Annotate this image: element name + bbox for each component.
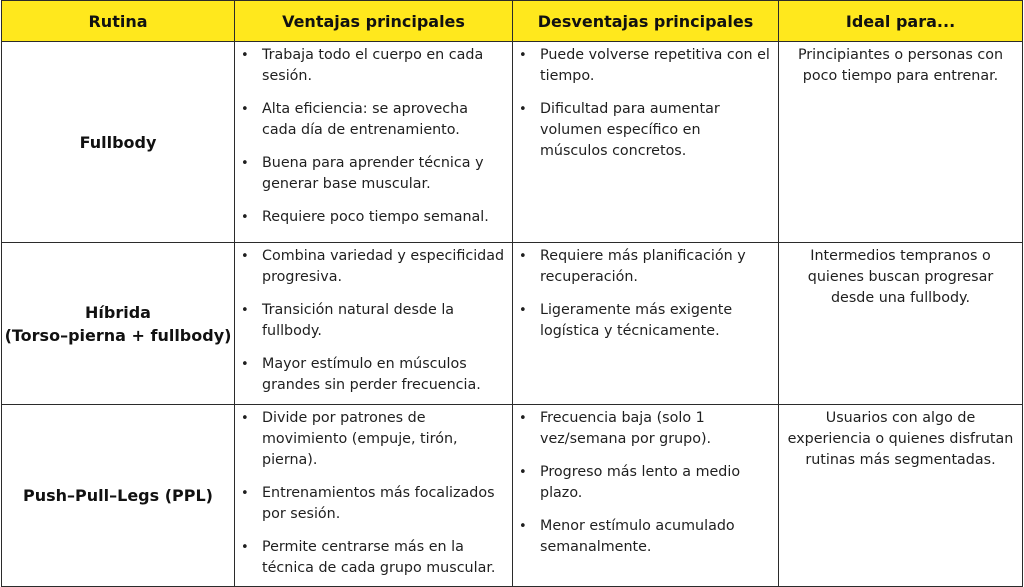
header-ventajas: Ventajas principales [235,1,513,42]
routine-name-cell [2,243,235,405]
bullet-icon: • [519,519,527,534]
list-item-text: Menor estímulo acumulado semanalmente. [540,518,735,555]
routine-subname: (Torso–pierna + fullbody) [4,325,232,345]
bullet-icon: • [519,303,527,318]
desventajas-cell [513,405,779,587]
bullet-icon: • [241,102,249,117]
bullet-icon: • [519,465,527,480]
list-item [241,300,506,342]
list-item [519,408,772,450]
bullet-icon: • [241,249,249,264]
ventajas-cell [235,405,513,587]
bullet-icon: • [241,357,249,372]
list-item [241,45,506,87]
list-item [519,99,772,162]
list-item-text: Mayor estímulo en músculos grandes sin perder frecuencia. [262,356,481,393]
desventajas-list [513,243,778,342]
bullet-icon: • [519,411,527,426]
list-item-text: Requiere más planificación y recuperación. [540,248,746,285]
list-item [241,483,506,525]
bullet-icon: • [519,102,527,117]
list-item-text: Trabaja todo el cuerpo en cada sesión. [262,47,484,84]
list-item [241,246,506,288]
bullet-icon: • [241,540,249,555]
list-item [241,99,506,141]
bullet-icon: • [241,303,249,318]
ventajas-list [235,405,512,579]
list-item-text: Buena para aprender técnica y generar base muscular. [262,155,484,192]
bullet-icon: • [241,210,249,225]
list-item-text: Permite centrarse más en la técnica de cada grupo muscular. [262,539,496,576]
list-item [241,354,506,396]
list-item-text: Progreso más lento a medio plazo. [540,464,741,501]
ideal-cell: Intermedios tempranos o quienes buscan progresar desde una fullbody. [779,243,1023,405]
list-item-text: Ligeramente más exigente logística y técnicamente. [540,302,733,339]
ventajas-list [235,243,512,396]
routine-name: Fullbody [79,132,157,152]
list-item-text: Entrenamientos más focalizados por sesión. [262,485,495,522]
list-item [241,408,506,471]
list-item-text: Puede volverse repetitiva con el tiempo. [540,47,770,84]
list-item [519,300,772,342]
routine-name-cell [2,42,235,243]
list-item [241,207,506,228]
bullet-icon: • [241,48,249,63]
routine-name-cell [2,405,235,587]
ventajas-cell [235,243,513,405]
desventajas-list [513,405,778,558]
list-item-text: Alta eficiencia: se aprovecha cada día de entrenamiento. [262,101,468,138]
table-row [2,405,1023,587]
table-row [2,42,1023,243]
desventajas-list [513,42,778,162]
list-item [519,45,772,87]
list-item-text: Combina variedad y especificidad progresiva. [262,248,505,285]
bullet-icon: • [241,411,249,426]
routine-comparison-table [1,0,1023,587]
header-desventajas: Desventajas principales [513,1,779,42]
table-row [2,243,1023,405]
routine-name: Híbrida [85,302,151,322]
ventajas-list [235,42,512,228]
bullet-icon: • [519,48,527,63]
ventajas-cell [235,42,513,243]
bullet-icon: • [519,249,527,264]
list-item [519,516,772,558]
routine-name: Push–Pull–Legs (PPL) [23,486,213,505]
list-item-text: Divide por patrones de movimiento (empuje, tirón, pierna). [262,410,458,468]
bullet-icon: • [241,486,249,501]
ideal-cell: Usuarios con algo de experiencia o quienes disfrutan rutinas más segmentadas. [779,405,1023,587]
desventajas-cell [513,243,779,405]
list-item [519,246,772,288]
desventajas-cell [513,42,779,243]
header-ideal: Ideal para... [779,1,1023,42]
list-item-text: Requiere poco tiempo semanal. [262,209,489,225]
ideal-cell: Principiantes o personas con poco tiempo para entrenar. [779,42,1023,243]
list-item-text: Dificultad para aumentar volumen específico en músculos concretos. [540,101,720,159]
list-item [241,537,506,579]
header-rutina: Rutina [2,1,235,42]
list-item [519,462,772,504]
header-row [2,1,1023,42]
list-item-text: Transición natural desde la fullbody. [262,302,455,339]
bullet-icon: • [241,156,249,171]
list-item [241,153,506,195]
list-item-text: Frecuencia baja (solo 1 vez/semana por grupo). [540,410,712,447]
